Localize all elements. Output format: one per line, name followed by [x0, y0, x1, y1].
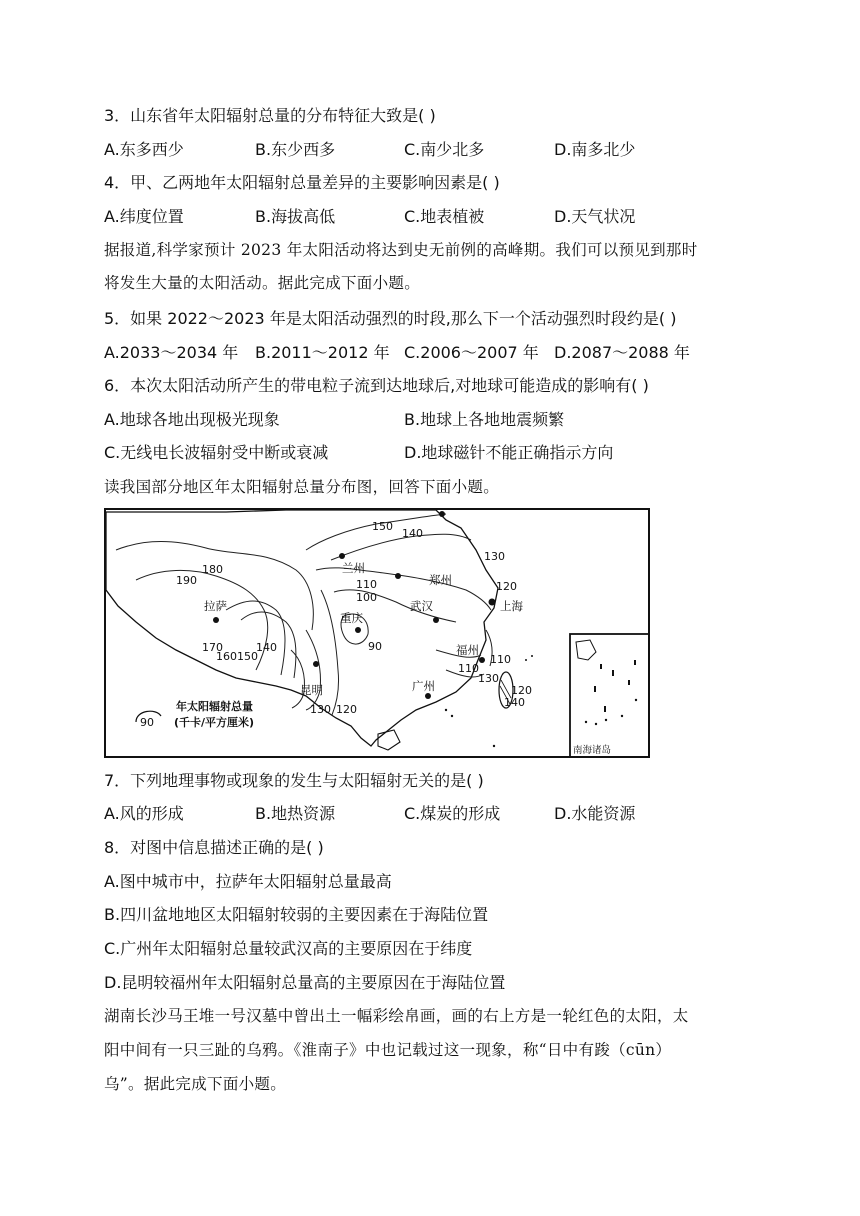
question-5-option-a[interactable]: A.2033～2034 年 [104, 343, 239, 362]
question-8-option-c[interactable]: C.广州年太阳辐射总量较武汉高的主要原因在于纬度 [104, 939, 473, 958]
question-3-stem: 3．山东省年太阳辐射总量的分布特征大致是( ) [104, 106, 436, 125]
isoline-label: 110 [458, 662, 479, 675]
isoline-label: 170 [202, 641, 223, 654]
passage-3-line-1: 湖南长沙马王堆一号汉墓中曾出土一幅彩绘帛画，画的右上方是一轮红色的太阳，太 [104, 1007, 689, 1025]
isoline-label: 140 [256, 641, 277, 654]
legend-unit: (千卡/平方厘米) [174, 716, 255, 729]
question-5-option-c[interactable]: C.2006～2007 年 [404, 343, 539, 362]
passage-3-line-2: 阳中间有一只三趾的乌鸦。《淮南子》中也记载过这一现象，称“日中有踆（cūn） [104, 1041, 672, 1059]
isoline-label: 130 [484, 550, 505, 563]
isoline-label: 130 [310, 703, 331, 716]
city-label-kunming: 昆明 [300, 683, 323, 697]
question-6-option-c[interactable]: C.无线电长波辐射受中断或衰减 [104, 443, 329, 462]
question-7-option-a[interactable]: A.风的形成 [104, 804, 184, 823]
question-8-stem: 8．对图中信息描述正确的是( ) [104, 838, 324, 857]
south-china-sea-inset [570, 634, 648, 756]
city-dot-fuzhou [479, 657, 485, 663]
isoline-label: 130 [478, 672, 499, 685]
question-6-option-a[interactable]: A.地球各地出现极光现象 [104, 410, 280, 429]
question-5-stem: 5．如果 2022～2023 年是太阳活动强烈的时段,那么下一个活动强烈时段约是( ) [104, 309, 677, 328]
question-4-option-a[interactable]: A.纬度位置 [104, 207, 184, 226]
question-6-option-b[interactable]: B.地球上各地地震频繁 [404, 410, 565, 429]
legend-title: 年太阳辐射总量 [176, 700, 253, 713]
isoline-label: 180 [202, 563, 223, 576]
question-4-option-c[interactable]: C.地表植被 [404, 207, 485, 226]
question-3-option-d[interactable]: D.南多北少 [554, 140, 636, 159]
question-3-option-b[interactable]: B.东少西多 [255, 140, 336, 159]
isoline-label: 110 [490, 653, 511, 666]
question-5-option-d[interactable]: D.2087～2088 年 [554, 343, 690, 362]
question-6-option-d[interactable]: D.地球磁针不能正确指示方向 [404, 443, 614, 462]
isoline-label: 120 [336, 703, 357, 716]
city-dot-kunming [313, 661, 319, 667]
city-dot-shanghai [489, 599, 496, 606]
isoline-label: 160150 [216, 650, 258, 663]
isoline-label: 140 [402, 527, 423, 540]
question-4-option-b[interactable]: B.海拔高低 [255, 207, 336, 226]
city-label-lanzhou: 兰州 [342, 561, 365, 575]
city-label-lhasa: 拉萨 [204, 599, 227, 613]
question-7-option-c[interactable]: C.煤炭的形成 [404, 804, 501, 823]
city-dot-wuhan [433, 617, 439, 623]
question-7-option-d[interactable]: D.水能资源 [554, 804, 636, 823]
city-label-fuzhou: 福州 [456, 643, 479, 657]
question-4-option-d[interactable]: D.天气状况 [554, 207, 636, 226]
city-label-wuhan: 武汉 [410, 599, 433, 613]
isoline-label: 140 [504, 696, 525, 709]
passage-1-line-1: 据报道,科学家预计 2023 年太阳活动将达到史无前例的高峰期。我们可以预见到那时 [104, 241, 698, 259]
passage-2-line-1: 读我国部分地区年太阳辐射总量分布图，回答下面小题。 [104, 478, 500, 496]
city-label-guangzhou: 广州 [412, 679, 435, 693]
inset-label: 南海诸岛 [573, 745, 612, 756]
question-8-option-b[interactable]: B.四川盆地地区太阳辐射较弱的主要因素在于海陆位置 [104, 905, 489, 924]
question-3-option-c[interactable]: C.南少北多 [404, 140, 485, 159]
passage-1-line-2: 将发生大量的太阳活动。据此完成下面小题。 [104, 274, 421, 292]
isoline-label: 120 [496, 580, 517, 593]
question-7-stem: 7．下列地理事物或现象的发生与太阳辐射无关的是( ) [104, 771, 484, 790]
hainan-island [378, 730, 400, 750]
city-dot-zhengzhou [395, 573, 401, 579]
city-dot-lhasa [213, 617, 219, 623]
isoline-label: 100 [356, 591, 377, 604]
question-7-option-b[interactable]: B.地热资源 [255, 804, 336, 823]
city-label-zhengzhou: 郑州 [429, 573, 452, 587]
legend-value: 90 [140, 716, 154, 729]
question-6-stem: 6．本次太阳活动所产生的带电粒子流到达地球后,对地球可能造成的影响有( ) [104, 376, 649, 395]
city-dot-guangzhou [425, 693, 431, 699]
isoline-label: 150 [372, 520, 393, 533]
city-dot-lanzhou [339, 553, 345, 559]
question-3-option-a[interactable]: A.东多西少 [104, 140, 184, 159]
isoline-label: 110 [356, 578, 377, 591]
map-coastline [106, 510, 498, 746]
question-8-option-d[interactable]: D.昆明较福州年太阳辐射总量高的主要原因在于海陆位置 [104, 973, 506, 992]
question-4-stem: 4．甲、乙两地年太阳辐射总量差异的主要影响因素是( ) [104, 173, 500, 192]
isoline-label: 90 [368, 640, 382, 653]
question-5-option-b[interactable]: B.2011～2012 年 [255, 343, 390, 362]
city-label-chongqing: 重庆 [340, 611, 363, 625]
solar-radiation-map [104, 508, 650, 758]
city-dot-north [439, 511, 445, 517]
isoline-label: 120 [511, 684, 532, 697]
isoline-label: 190 [176, 574, 197, 587]
passage-3-line-3: 乌”。据此完成下面小题。 [104, 1075, 287, 1093]
city-label-shanghai: 上海 [500, 599, 523, 613]
city-dot-chongqing [355, 627, 361, 633]
question-8-option-a[interactable]: A.图中城市中，拉萨年太阳辐射总量最高 [104, 872, 392, 891]
